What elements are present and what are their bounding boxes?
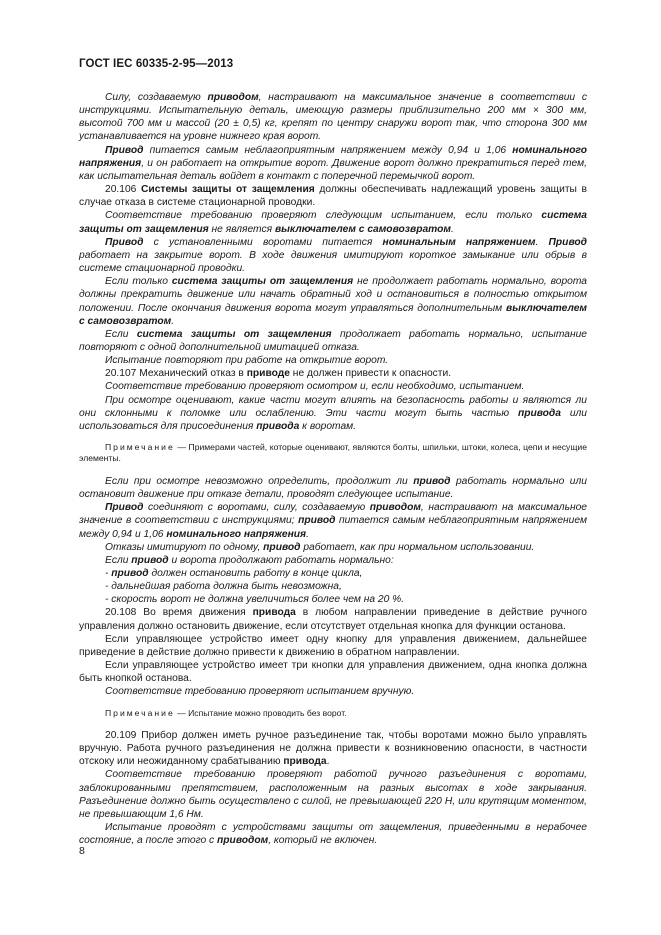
text-run: привода <box>252 607 296 619</box>
text-run: система защиты от защемления <box>171 276 354 288</box>
text-run: Испытание проводят с устройствами защиты от защемления, приведенными в нерабочее состояние, а после этого с <box>79 822 587 847</box>
text-run: не продолжает работать нормально, ворота должны прекратить движение или начать обратный ход и остановиться в полностью открытом положении. После окончания движения ворота могут управляться дополнительным <box>79 276 588 314</box>
text-run: 20.107 Механический отказ в <box>105 368 247 380</box>
text-run: , и он работает на открытие ворот. Движение ворот должно прекратиться перед тем, как испытательная деталь войдет в контакт с поперечной перемычкой ворот. <box>79 157 587 182</box>
paragraph <box>79 183 587 209</box>
text-run: привода <box>283 756 327 768</box>
text-run: , настраивают на максимальное значение в соответствии с инструкциями; <box>79 502 588 527</box>
text-run: к воротам. <box>299 420 357 432</box>
paragraph <box>79 91 587 144</box>
text-run: привода <box>517 407 561 419</box>
text-run: питается самым неблагоприятным напряжением между 0,94 и 1,06 <box>143 144 513 156</box>
paragraph <box>79 685 587 698</box>
text-run: привод <box>263 541 301 553</box>
paragraph <box>79 236 587 275</box>
text-run: Привод <box>548 236 587 248</box>
text-run: Силу, создаваемую <box>105 92 208 103</box>
paragraph <box>79 475 587 501</box>
text-run: , который не включен. <box>268 835 378 847</box>
text-run: в любом направлении приведение в действие ручного управления должно остановить движение, если отсутствует отдельная кнопка для функции останова. <box>79 607 587 632</box>
text-run: , настраивают на максимальное значение в соответствии с инструкциями. Испытательную деталь, имеющую размеры приблизительно 200 мм × 300 мм, высотой 700 мм и массой (20 ± 0,5) кг, крепят по центру снаружи ворот так, что сторона 300 мм устанавливается на уровне нижнего края ворот. <box>79 92 588 143</box>
text-run: - дальнейшая работа должна быть невозможна, <box>105 581 342 593</box>
text-run: Привод <box>105 144 144 156</box>
text-run: должны обеспечивать надлежащий уровень защиты в случае отказа в системе стационарной проводки. <box>79 184 587 209</box>
text-run: - скорость ворот не должна увеличиться более чем на 20 %. <box>105 594 405 606</box>
text-run: продолжает работать нормально, испытание повторяют с одной дополнительной имитацией отказа. <box>79 328 587 353</box>
text-run: . <box>171 315 175 327</box>
paragraph <box>79 144 587 183</box>
text-run: соединяют с воротами, силу, создаваемую <box>143 502 370 514</box>
text-run: и ворота продолжают работать нормально: <box>168 554 394 566</box>
text-run: Если управляющее устройство имеет три кнопки для управления движением, одна кнопка должна быть кнопкой останова. <box>79 660 587 685</box>
text-run: привод <box>111 567 149 579</box>
text-run: . <box>306 528 309 540</box>
text-run: Привод <box>105 502 144 514</box>
paragraph <box>79 729 587 768</box>
text-run: должен остановить работу в конце цикла, <box>148 567 363 579</box>
paragraph <box>79 275 587 328</box>
text-run: с установленными воротами питается <box>143 236 383 248</box>
paragraph <box>79 821 587 847</box>
text-run: работает, как при нормальном использовании. <box>300 541 535 553</box>
list-item <box>79 593 587 606</box>
text-run: работает на закрытие ворот. В ходе движения имитируют короткое замыкание или обрыв в системе стационарной проводки. <box>79 249 587 275</box>
text-run: Привод <box>105 236 144 248</box>
text-run: выключателем с самовозвратом <box>274 223 451 235</box>
paragraph <box>79 367 587 380</box>
text-run: приводом <box>207 92 259 103</box>
paragraph <box>79 606 587 632</box>
text-run: номинальным напряжением <box>382 236 536 248</box>
text-run: — Примерами частей, которые оценивают, являются болты, шпильки, штоки, колеса, цепи и несущие элементы. <box>79 442 587 464</box>
page-number: 8 <box>79 845 85 857</box>
paragraph <box>79 328 587 354</box>
paragraph <box>79 501 587 540</box>
text-run: Если <box>105 328 137 340</box>
text-run: система защиты от защемления <box>79 210 587 235</box>
paragraph <box>79 554 587 567</box>
text-run: . <box>450 223 454 235</box>
text-run: номинального напряжения <box>166 528 307 540</box>
text-run: Если только <box>105 276 172 288</box>
text-run: не является <box>208 223 275 235</box>
text-run: Соответствие требованию проверяют испытанием вручную. <box>105 686 415 698</box>
note-paragraph <box>79 442 587 465</box>
text-run: привода <box>256 420 300 432</box>
paragraph <box>79 380 587 393</box>
text-run: Системы защиты от защемления <box>141 184 315 196</box>
paragraph <box>79 659 587 685</box>
text-run: Отказы имитируют по одному, <box>105 541 264 553</box>
text-run: 20.106 <box>105 184 142 196</box>
text-run: приводе <box>246 368 290 380</box>
text-run: приводом <box>369 502 421 514</box>
text-run: Соответствие требованию проверяют работой ручного разъединения с воротами, заблокированными препятствием, расположенным на разных высотах в ходе закрывания. Разъединение должно быть осуществлено с силой, не превышающей 220 Н, или крутящим моментом, не превышающим 1,6 Нм. <box>79 769 587 820</box>
text-run: привод <box>413 475 451 487</box>
list-item <box>79 580 587 593</box>
text-run: Соответствие требованию проверяют следующим испытанием, если только <box>105 210 542 222</box>
text-run: 20.109 Прибор должен иметь ручное разъединение так, чтобы воротами можно было управлять вручную. Работа ручного разъединения не должна привести к возникновению опасности, в частности отскоку или неожиданному срабатыванию <box>79 729 587 768</box>
text-run: — Испытание можно проводить без ворот. <box>174 707 347 718</box>
text-run: привод <box>131 554 169 566</box>
paragraph <box>79 354 587 367</box>
text-run: - <box>105 567 112 579</box>
text-run: работать нормально или остановит движение при отказе детали, проводят следующее испытание. <box>79 475 587 501</box>
paragraph <box>79 209 587 235</box>
text-run: Соответствие требованию проверяют осмотром и, если необходимо, испытанием. <box>105 381 525 393</box>
text-run: или использоваться для присоединения <box>79 407 587 432</box>
paragraph <box>79 394 587 433</box>
text-run: выключателем с самовозвратом <box>79 302 587 327</box>
text-run: питается самым неблагоприятным напряжением между 0,94 и 1,06 <box>79 515 587 540</box>
text-run: При осмотре оценивают, какие части могут влиять на безопасность работы и являются ли они склонными к поломке или ослаблению. Эти части могут быть частью <box>79 394 587 419</box>
text-run: Если при осмотре невозможно определить, продолжит ли <box>105 475 414 487</box>
text-run: Испытание повторяют при работе на открытие ворот. <box>105 355 389 367</box>
text-run: 20.108 Во время движения <box>105 607 253 619</box>
paragraph <box>79 633 587 659</box>
text-run: номинального напряжения <box>79 144 587 169</box>
text-run: Примечание <box>105 442 175 453</box>
text-run: Если управляющее устройство имеет одну кнопку для управления движением, дальнейшее приведение в действие должно привести к движению в обратном направлении. <box>79 633 587 658</box>
text-run: система защиты от защемления <box>136 328 332 340</box>
text-run: Примечание <box>105 707 175 718</box>
text-run: привод <box>298 515 336 527</box>
text-run: . <box>535 236 549 248</box>
paragraph <box>79 541 587 554</box>
paragraph <box>79 768 587 821</box>
text-run: приводом <box>217 835 269 847</box>
text-run: . <box>326 756 330 768</box>
note-paragraph <box>79 708 587 719</box>
text-run: не должен привести к опасности. <box>289 368 452 380</box>
document-body <box>79 91 587 847</box>
page-header: ГОСТ IEC 60335-2-95—2013 <box>79 58 234 70</box>
text-run: Если <box>105 554 132 566</box>
list-item <box>79 567 587 580</box>
